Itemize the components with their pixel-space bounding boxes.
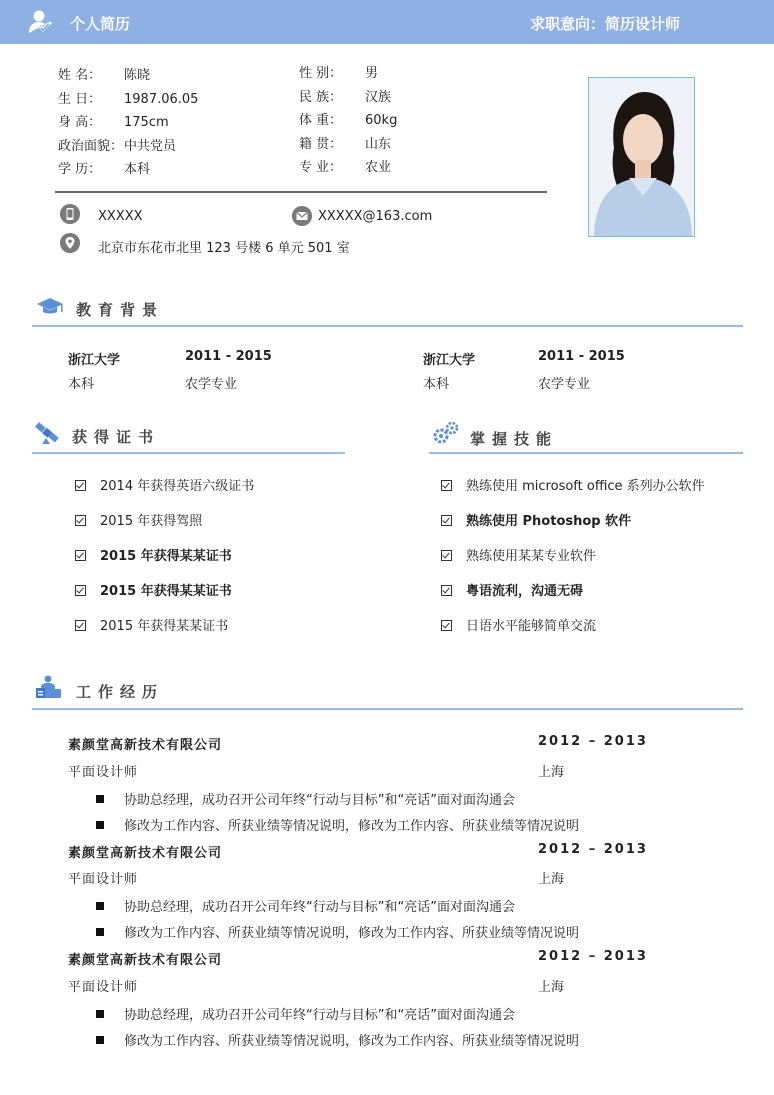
job-company: 素颜堂高新技术有限公司 (68, 846, 223, 861)
worker-icon (35, 674, 63, 700)
education-divider (32, 325, 743, 327)
contact-phone: XXXXX (98, 209, 143, 224)
info-height: 身 高： 175cm (58, 115, 169, 130)
job-bullet: 修改为工作内容、所获业绩等情况说明，修改为工作内容、所获业绩等情况说明 (96, 1030, 579, 1049)
certificates-title: 获得证书 (72, 428, 161, 446)
info-gender: 性 别： 男 (299, 66, 379, 81)
job-intent: 求职意向：简历设计师 (529, 15, 680, 33)
job-bullet: 协助总经理，成功召开公司年终“行动与目标”和“亮话”面对面沟通会 (96, 1004, 515, 1023)
skill-item: 日语水平能够简单交流 (441, 615, 596, 634)
checkbox-icon (441, 585, 452, 596)
bullet-square-icon (96, 795, 104, 803)
cert-item: 2015 年获得某某证书 (75, 545, 232, 564)
phone-icon (60, 204, 80, 224)
checkbox-icon (441, 620, 452, 631)
user-check-icon (28, 9, 54, 35)
checkbox-icon (441, 480, 452, 491)
info-political: 政治面貌：中共党员 (58, 139, 177, 154)
work-title: 工作经历 (76, 683, 165, 701)
info-divider (55, 191, 547, 193)
portrait-image (589, 78, 695, 237)
satellite-icon (34, 420, 62, 446)
contact-address: 北京市东花市北里 123 号楼 6 单元 501 室 (98, 241, 350, 256)
info-name: 姓 名： 陈晓 (58, 68, 151, 83)
cert-item: 2015 年获得驾照 (75, 510, 202, 529)
checkbox-icon (441, 515, 452, 526)
job-place: 上海 (538, 765, 565, 780)
gears-icon (432, 420, 460, 446)
cert-item: 2015 年获得某某证书 (75, 580, 232, 599)
cert-item: 2014 年获得英语六级证书 (75, 475, 254, 494)
checkbox-icon (75, 620, 86, 631)
info-major: 专 业： 农业 (299, 160, 392, 175)
job-company: 素颜堂高新技术有限公司 (68, 738, 223, 753)
bullet-square-icon (96, 1036, 104, 1044)
edu-degree-1: 本科 (68, 377, 95, 392)
cert-item: 2015 年获得某某证书 (75, 615, 228, 634)
page-title: 个人简历 (70, 15, 131, 33)
skill-item: 熟练使用某某专业软件 (441, 545, 596, 564)
work-divider (32, 708, 743, 710)
profile-photo (588, 77, 695, 237)
edu-major-2: 农学专业 (538, 377, 591, 392)
job-bullet: 协助总经理，成功召开公司年终“行动与目标”和“亮话”面对面沟通会 (96, 896, 515, 915)
skill-item: 熟练使用 Photoshop 软件 (441, 510, 631, 529)
job-bullet: 协助总经理，成功召开公司年终“行动与目标”和“亮话”面对面沟通会 (96, 789, 515, 808)
contact-email: XXXXX@163.com (318, 209, 433, 224)
skills-divider (429, 452, 743, 454)
edu-years-1: 2011 - 2015 (185, 349, 272, 364)
graduation-cap-icon (36, 296, 64, 316)
skills-title: 掌握技能 (470, 430, 559, 448)
info-weight: 体 重： 60kg (299, 113, 398, 128)
edu-school-1: 浙江大学 (68, 353, 121, 368)
edu-degree-2: 本科 (423, 377, 450, 392)
info-education: 学 历： 本科 (58, 162, 151, 177)
job-bullet: 修改为工作内容、所获业绩等情况说明，修改为工作内容、所获业绩等情况说明 (96, 815, 579, 834)
info-hometown: 籍 贯： 山东 (299, 137, 392, 152)
job-role: 平面设计师 (68, 980, 139, 995)
info-birthday: 生 日： 1987.06.05 (58, 92, 199, 107)
job-dates: 2012 – 2013 (538, 842, 648, 857)
edu-school-2: 浙江大学 (423, 353, 476, 368)
edu-major-1: 农学专业 (185, 377, 238, 392)
education-title: 教育背景 (76, 301, 165, 319)
bullet-square-icon (96, 821, 104, 829)
job-place: 上海 (538, 872, 565, 887)
checkbox-icon (441, 550, 452, 561)
bullet-square-icon (96, 1010, 104, 1018)
checkbox-icon (75, 585, 86, 596)
job-role: 平面设计师 (68, 765, 139, 780)
checkbox-icon (75, 515, 86, 526)
job-company: 素颜堂高新技术有限公司 (68, 953, 223, 968)
job-place: 上海 (538, 980, 565, 995)
info-ethnicity: 民 族： 汉族 (299, 90, 392, 105)
location-icon (60, 233, 80, 253)
job-bullet: 修改为工作内容、所获业绩等情况说明，修改为工作内容、所获业绩等情况说明 (96, 922, 579, 941)
checkbox-icon (75, 550, 86, 561)
job-dates: 2012 – 2013 (538, 949, 648, 964)
job-role: 平面设计师 (68, 872, 139, 887)
header-bar (0, 0, 774, 44)
checkbox-icon (75, 480, 86, 491)
skill-item: 粤语流利，沟通无碍 (441, 580, 583, 599)
bullet-square-icon (96, 928, 104, 936)
job-dates: 2012 – 2013 (538, 734, 648, 749)
certificates-divider (32, 452, 345, 454)
skill-item: 熟练使用 microsoft office 系列办公软件 (441, 475, 705, 494)
mail-icon (292, 206, 312, 226)
edu-years-2: 2011 - 2015 (538, 349, 625, 364)
bullet-square-icon (96, 902, 104, 910)
